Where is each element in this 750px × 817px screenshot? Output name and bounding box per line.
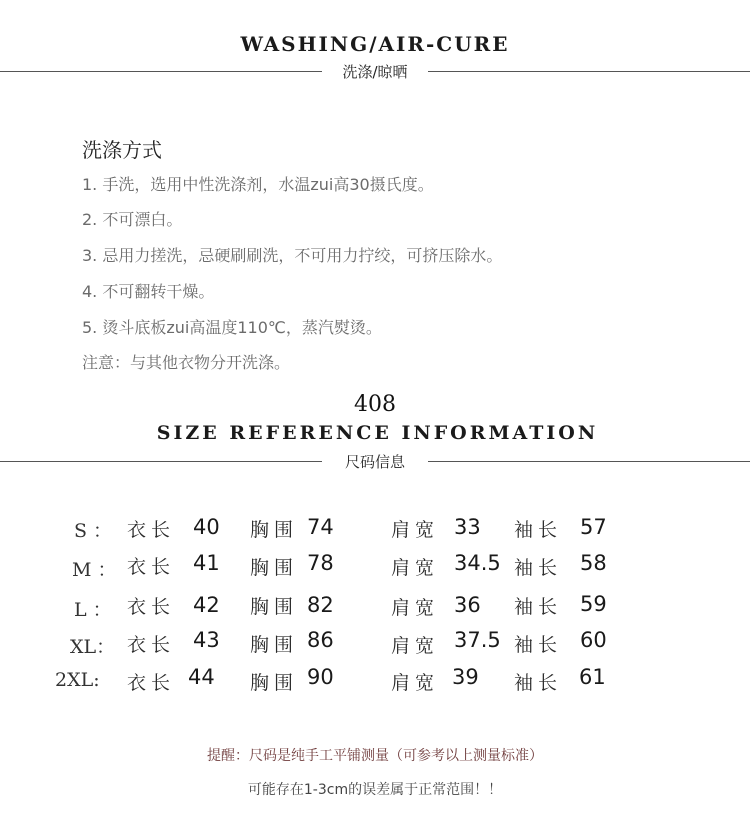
length-value: 43 [193, 628, 220, 652]
size-row-xl [0, 627, 750, 663]
sleeve-value: 61 [579, 665, 606, 689]
shoulder-value: 36 [454, 593, 481, 617]
size-subtitle: 尺码信息 [344, 453, 405, 471]
size-label: L ： [74, 599, 112, 621]
chest-label: 胸围 [250, 596, 299, 618]
shoulder-value: 33 [454, 515, 481, 539]
sleeve-value: 58 [580, 551, 607, 575]
sleeve-label: 袖长 [514, 634, 563, 656]
size-label: M ： [72, 559, 117, 581]
shoulder-label: 肩宽 [391, 672, 440, 694]
chest-label: 胸围 [250, 634, 299, 656]
sleeve-label: 袖长 [514, 519, 563, 541]
length-label: 衣长 [127, 672, 176, 694]
shoulder-label: 肩宽 [391, 597, 440, 619]
sleeve-label: 袖长 [514, 596, 563, 618]
size-rule-right [428, 461, 750, 462]
shoulder-label: 肩宽 [391, 635, 440, 657]
care-line-5: 5. 烫斗底板zui高温度110℃，蒸汽熨烫。 [82, 318, 382, 337]
model-number: 408 [354, 392, 396, 417]
washing-title: WASHING/AIR-CURE [240, 32, 510, 56]
washing-rule-right [428, 71, 750, 72]
size-row-m [0, 550, 750, 586]
care-line-2: 2. 不可漂白。 [82, 210, 183, 229]
shoulder-label: 肩宽 [391, 557, 440, 579]
size-row-2xl [0, 664, 750, 700]
size-label: S ： [74, 520, 113, 542]
chest-value: 74 [307, 515, 334, 539]
care-line-3: 3. 忌用力搓洗，忌硬刷刷洗，不可用力拧绞，可挤压除水。 [82, 246, 503, 265]
size-row-l [0, 590, 750, 626]
chest-label: 胸围 [250, 672, 299, 694]
sleeve-value: 60 [580, 628, 607, 652]
measurement-note: 提醒：尺码是纯手工平铺测量（可参考以上测量标准） [207, 748, 543, 764]
care-note: 注意：与其他衣物分开洗涤。 [82, 353, 291, 372]
length-value: 41 [193, 551, 220, 575]
size-label: XL： [70, 636, 116, 658]
length-value: 44 [188, 665, 215, 689]
size-title: SIZE REFERENCE INFORMATION [156, 422, 599, 444]
length-value: 40 [193, 515, 220, 539]
chest-label: 胸围 [250, 557, 299, 579]
size-rule-left [0, 461, 322, 462]
sleeve-value: 57 [580, 515, 607, 539]
chest-value: 78 [307, 551, 334, 575]
sleeve-label: 袖长 [514, 672, 563, 694]
chest-value: 90 [307, 665, 334, 689]
length-label: 衣长 [127, 596, 176, 618]
chest-label: 胸围 [250, 519, 299, 541]
length-label: 衣长 [127, 556, 176, 578]
chest-value: 82 [307, 593, 334, 617]
care-line-1: 1. 手洗，选用中性洗涤剂，水温zui高30摄氏度。 [82, 175, 434, 194]
size-label: 2XL: [55, 669, 100, 691]
washing-rule-left [0, 71, 322, 72]
length-label: 衣长 [127, 519, 176, 541]
length-label: 衣长 [127, 634, 176, 656]
length-value: 42 [193, 593, 220, 617]
care-line-4: 4. 不可翻转干燥。 [82, 282, 215, 301]
care-heading: 洗涤方式 [82, 138, 162, 162]
shoulder-value: 37.5 [454, 628, 501, 652]
shoulder-value: 39 [452, 665, 479, 689]
shoulder-label: 肩宽 [391, 519, 440, 541]
shoulder-value: 34.5 [454, 551, 501, 575]
sleeve-label: 袖长 [514, 557, 563, 579]
tolerance-note: 可能存在1-3cm的误差属于正常范围！！ [247, 782, 503, 798]
washing-subtitle: 洗涤/晾晒 [342, 63, 408, 81]
sleeve-value: 59 [580, 592, 607, 616]
size-row-s [0, 513, 750, 549]
chest-value: 86 [307, 628, 334, 652]
